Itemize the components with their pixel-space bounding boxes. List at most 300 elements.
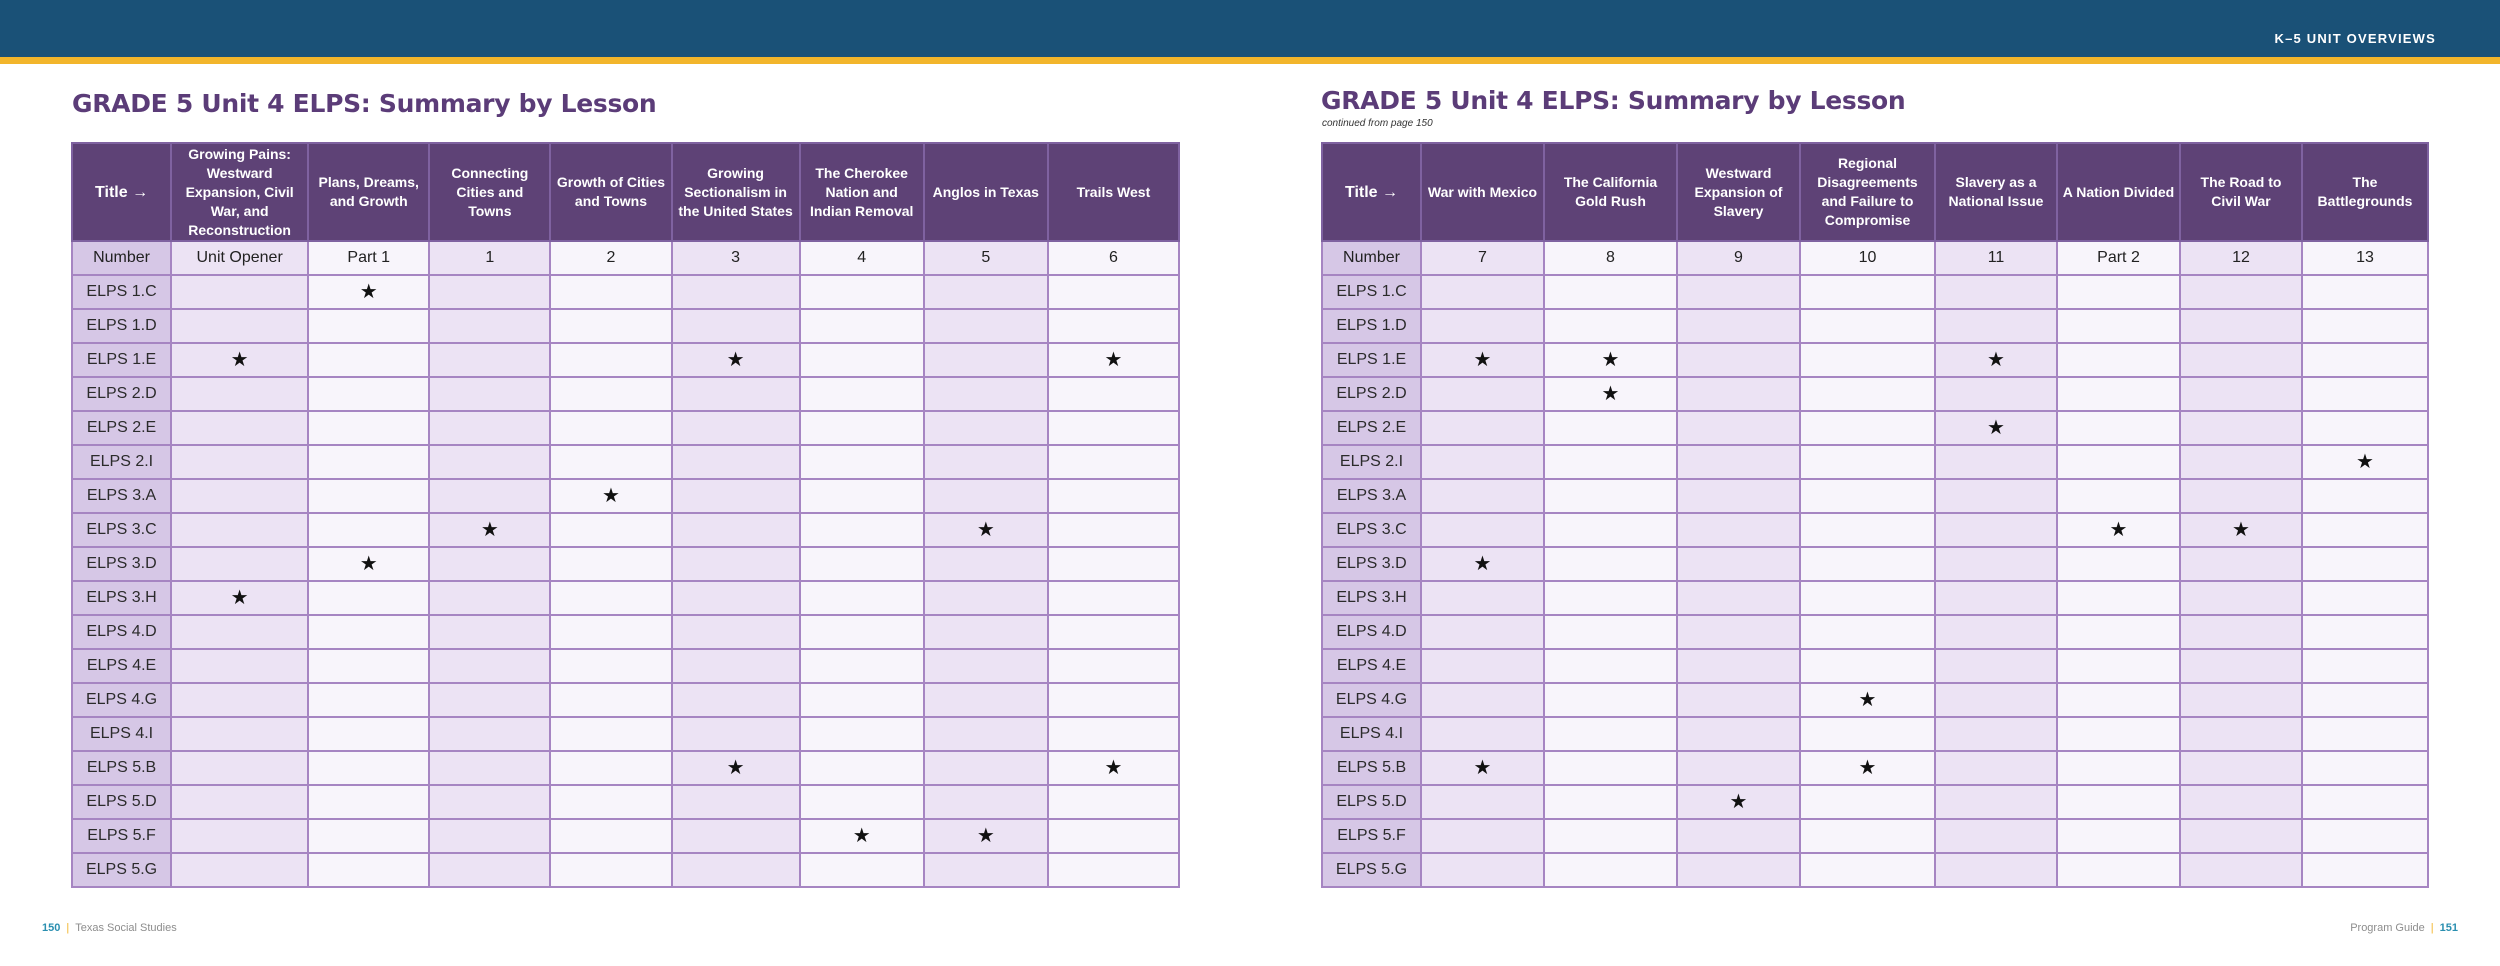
empty-cell bbox=[924, 445, 1048, 479]
lesson-number-cell: 4 bbox=[800, 241, 924, 275]
star-marker-cell: ★ bbox=[1421, 547, 1544, 581]
empty-cell bbox=[550, 717, 671, 751]
empty-cell bbox=[1421, 479, 1544, 513]
empty-cell bbox=[1677, 513, 1800, 547]
empty-cell bbox=[1800, 343, 1935, 377]
lesson-number-cell: 6 bbox=[1048, 241, 1179, 275]
empty-cell bbox=[1421, 717, 1544, 751]
elps-standard-label: ELPS 4.D bbox=[72, 615, 171, 649]
table-row bbox=[72, 717, 1179, 751]
empty-cell bbox=[2180, 615, 2302, 649]
empty-cell bbox=[1048, 547, 1179, 581]
empty-cell bbox=[672, 785, 800, 819]
lesson-number-cell: Part 1 bbox=[308, 241, 429, 275]
lesson-title-header: Anglos in Texas bbox=[924, 143, 1048, 241]
lesson-number-cell: 11 bbox=[1935, 241, 2057, 275]
right-summary-table bbox=[1321, 142, 2429, 888]
empty-cell bbox=[2302, 411, 2428, 445]
lesson-number-cell: 13 bbox=[2302, 241, 2428, 275]
empty-cell bbox=[800, 275, 924, 309]
empty-cell bbox=[672, 445, 800, 479]
empty-cell bbox=[1677, 445, 1800, 479]
empty-cell bbox=[2180, 411, 2302, 445]
empty-cell bbox=[1544, 513, 1677, 547]
empty-cell bbox=[1421, 309, 1544, 343]
elps-standard-label: ELPS 4.E bbox=[72, 649, 171, 683]
star-marker-cell: ★ bbox=[2180, 513, 2302, 547]
table-row bbox=[1322, 479, 2428, 513]
empty-cell bbox=[800, 683, 924, 717]
empty-cell bbox=[429, 785, 550, 819]
elps-standard-label: ELPS 1.E bbox=[1322, 343, 1421, 377]
empty-cell bbox=[672, 411, 800, 445]
footer-left bbox=[42, 922, 177, 934]
continued-note: continued from page 150 bbox=[1322, 118, 1433, 129]
star-marker-cell: ★ bbox=[1800, 683, 1935, 717]
empty-cell bbox=[924, 343, 1048, 377]
empty-cell bbox=[2057, 683, 2180, 717]
empty-cell bbox=[1800, 445, 1935, 479]
star-marker-cell: ★ bbox=[308, 275, 429, 309]
empty-cell bbox=[1048, 819, 1179, 853]
empty-cell bbox=[672, 683, 800, 717]
header-accent-stripe bbox=[0, 57, 2500, 64]
empty-cell bbox=[800, 377, 924, 411]
empty-cell bbox=[1935, 547, 2057, 581]
empty-cell bbox=[429, 683, 550, 717]
empty-cell bbox=[2057, 649, 2180, 683]
empty-cell bbox=[550, 513, 671, 547]
empty-cell bbox=[800, 853, 924, 887]
empty-cell bbox=[1800, 377, 1935, 411]
empty-cell bbox=[1544, 547, 1677, 581]
empty-cell bbox=[800, 581, 924, 615]
elps-standard-label: ELPS 1.E bbox=[72, 343, 171, 377]
empty-cell bbox=[1677, 819, 1800, 853]
table-header-row bbox=[1322, 143, 2428, 241]
empty-cell bbox=[1677, 547, 1800, 581]
empty-cell bbox=[2057, 479, 2180, 513]
star-marker-cell: ★ bbox=[1544, 377, 1677, 411]
empty-cell bbox=[1935, 445, 2057, 479]
star-marker-cell: ★ bbox=[1544, 343, 1677, 377]
empty-cell bbox=[1800, 785, 1935, 819]
empty-cell bbox=[1800, 853, 1935, 887]
empty-cell bbox=[308, 513, 429, 547]
table-row bbox=[72, 479, 1179, 513]
elps-standard-label: ELPS 2.E bbox=[72, 411, 171, 445]
empty-cell bbox=[1421, 581, 1544, 615]
empty-cell bbox=[1544, 411, 1677, 445]
empty-cell bbox=[2302, 683, 2428, 717]
empty-cell bbox=[1544, 649, 1677, 683]
empty-cell bbox=[308, 717, 429, 751]
empty-cell bbox=[1677, 649, 1800, 683]
empty-cell bbox=[308, 785, 429, 819]
empty-cell bbox=[1935, 853, 2057, 887]
empty-cell bbox=[1048, 445, 1179, 479]
empty-cell bbox=[1677, 751, 1800, 785]
table-row bbox=[72, 615, 1179, 649]
empty-cell bbox=[1800, 819, 1935, 853]
star-marker-cell: ★ bbox=[1421, 751, 1544, 785]
star-marker-cell: ★ bbox=[550, 479, 671, 513]
table-row bbox=[72, 683, 1179, 717]
empty-cell bbox=[1421, 445, 1544, 479]
elps-standard-label: ELPS 2.D bbox=[1322, 377, 1421, 411]
lesson-number-cell: 1 bbox=[429, 241, 550, 275]
empty-cell bbox=[1935, 751, 2057, 785]
empty-cell bbox=[1935, 377, 2057, 411]
empty-cell bbox=[672, 479, 800, 513]
elps-standard-label: ELPS 3.C bbox=[1322, 513, 1421, 547]
empty-cell bbox=[171, 411, 308, 445]
elps-standard-label: ELPS 1.D bbox=[72, 309, 171, 343]
empty-cell bbox=[924, 751, 1048, 785]
empty-cell bbox=[672, 309, 800, 343]
lesson-number-cell: 10 bbox=[1800, 241, 1935, 275]
empty-cell bbox=[171, 853, 308, 887]
elps-standard-label: ELPS 1.C bbox=[1322, 275, 1421, 309]
lesson-title-header: The California Gold Rush bbox=[1544, 143, 1677, 241]
page-number-right: 151 bbox=[2439, 922, 2458, 934]
empty-cell bbox=[1935, 649, 2057, 683]
empty-cell bbox=[924, 275, 1048, 309]
star-marker-cell: ★ bbox=[924, 513, 1048, 547]
empty-cell bbox=[2302, 547, 2428, 581]
empty-cell bbox=[1048, 649, 1179, 683]
empty-cell bbox=[1544, 615, 1677, 649]
empty-cell bbox=[800, 615, 924, 649]
star-marker-cell: ★ bbox=[924, 819, 1048, 853]
table-row bbox=[72, 513, 1179, 547]
empty-cell bbox=[308, 649, 429, 683]
empty-cell bbox=[550, 683, 671, 717]
title-header-cell: Title → bbox=[72, 143, 171, 241]
table-row bbox=[72, 343, 1179, 377]
empty-cell bbox=[924, 479, 1048, 513]
star-marker-cell: ★ bbox=[1677, 785, 1800, 819]
empty-cell bbox=[171, 717, 308, 751]
empty-cell bbox=[1935, 819, 2057, 853]
elps-standard-label: ELPS 3.C bbox=[72, 513, 171, 547]
empty-cell bbox=[1935, 309, 2057, 343]
empty-cell bbox=[1048, 411, 1179, 445]
empty-cell bbox=[1800, 581, 1935, 615]
empty-cell bbox=[800, 547, 924, 581]
table-row bbox=[1322, 581, 2428, 615]
empty-cell bbox=[308, 751, 429, 785]
left-page-title: GRADE 5 Unit 4 ELPS: Summary by Lesson bbox=[72, 89, 657, 118]
lesson-number-cell: 12 bbox=[2180, 241, 2302, 275]
empty-cell bbox=[2180, 581, 2302, 615]
empty-cell bbox=[1800, 479, 1935, 513]
empty-cell bbox=[800, 717, 924, 751]
empty-cell bbox=[2180, 547, 2302, 581]
empty-cell bbox=[308, 445, 429, 479]
elps-standard-label: ELPS 5.G bbox=[1322, 853, 1421, 887]
empty-cell bbox=[2180, 309, 2302, 343]
empty-cell bbox=[2302, 479, 2428, 513]
empty-cell bbox=[1048, 309, 1179, 343]
empty-cell bbox=[1677, 853, 1800, 887]
table-row bbox=[1322, 343, 2428, 377]
table-row bbox=[72, 785, 1179, 819]
empty-cell bbox=[1421, 853, 1544, 887]
empty-cell bbox=[1935, 717, 2057, 751]
table-row bbox=[1322, 513, 2428, 547]
empty-cell bbox=[2057, 377, 2180, 411]
empty-cell bbox=[550, 275, 671, 309]
empty-cell bbox=[2180, 751, 2302, 785]
empty-cell bbox=[672, 853, 800, 887]
empty-cell bbox=[550, 445, 671, 479]
table-row bbox=[1322, 751, 2428, 785]
empty-cell bbox=[1800, 275, 1935, 309]
table-row bbox=[1322, 309, 2428, 343]
empty-cell bbox=[2180, 649, 2302, 683]
elps-standard-label: ELPS 2.I bbox=[1322, 445, 1421, 479]
star-marker-cell: ★ bbox=[171, 581, 308, 615]
elps-standard-label: ELPS 4.D bbox=[1322, 615, 1421, 649]
star-marker-cell: ★ bbox=[672, 751, 800, 785]
elps-standard-label: ELPS 2.I bbox=[72, 445, 171, 479]
empty-cell bbox=[429, 479, 550, 513]
empty-cell bbox=[672, 819, 800, 853]
empty-cell bbox=[2057, 785, 2180, 819]
empty-cell bbox=[2180, 275, 2302, 309]
empty-cell bbox=[1544, 853, 1677, 887]
table-row bbox=[72, 547, 1179, 581]
star-marker-cell: ★ bbox=[672, 343, 800, 377]
table-row bbox=[72, 445, 1179, 479]
empty-cell bbox=[171, 445, 308, 479]
empty-cell bbox=[800, 445, 924, 479]
empty-cell bbox=[1800, 649, 1935, 683]
lesson-title-header: Growing Pains: Westward Expansion, Civil War, and Reconstruction bbox=[171, 143, 308, 241]
empty-cell bbox=[429, 615, 550, 649]
empty-cell bbox=[924, 683, 1048, 717]
table-row bbox=[72, 819, 1179, 853]
empty-cell bbox=[2180, 853, 2302, 887]
elps-standard-label: ELPS 5.G bbox=[72, 853, 171, 887]
table-row bbox=[1322, 649, 2428, 683]
empty-cell bbox=[1544, 683, 1677, 717]
empty-cell bbox=[2180, 479, 2302, 513]
elps-standard-label: ELPS 4.G bbox=[1322, 683, 1421, 717]
empty-cell bbox=[924, 853, 1048, 887]
empty-cell bbox=[1935, 513, 2057, 547]
table-row bbox=[1322, 785, 2428, 819]
empty-cell bbox=[1935, 581, 2057, 615]
empty-cell bbox=[2302, 377, 2428, 411]
empty-cell bbox=[429, 751, 550, 785]
elps-standard-label: ELPS 4.I bbox=[1322, 717, 1421, 751]
lesson-title-header: Westward Expansion of Slavery bbox=[1677, 143, 1800, 241]
empty-cell bbox=[1935, 275, 2057, 309]
empty-cell bbox=[924, 581, 1048, 615]
elps-standard-label: ELPS 4.I bbox=[72, 717, 171, 751]
empty-cell bbox=[1421, 785, 1544, 819]
empty-cell bbox=[550, 751, 671, 785]
empty-cell bbox=[429, 581, 550, 615]
empty-cell bbox=[429, 309, 550, 343]
star-marker-cell: ★ bbox=[429, 513, 550, 547]
empty-cell bbox=[308, 581, 429, 615]
empty-cell bbox=[924, 309, 1048, 343]
star-marker-cell: ★ bbox=[171, 343, 308, 377]
star-marker-cell: ★ bbox=[1048, 751, 1179, 785]
empty-cell bbox=[2180, 343, 2302, 377]
lesson-number-row bbox=[1322, 241, 2428, 275]
empty-cell bbox=[1048, 615, 1179, 649]
empty-cell bbox=[1048, 479, 1179, 513]
empty-cell bbox=[2057, 853, 2180, 887]
empty-cell bbox=[1677, 683, 1800, 717]
empty-cell bbox=[2302, 785, 2428, 819]
empty-cell bbox=[1544, 785, 1677, 819]
empty-cell bbox=[2180, 683, 2302, 717]
elps-standard-label: ELPS 5.B bbox=[1322, 751, 1421, 785]
table-row bbox=[72, 649, 1179, 683]
empty-cell bbox=[2302, 343, 2428, 377]
empty-cell bbox=[429, 547, 550, 581]
empty-cell bbox=[550, 649, 671, 683]
empty-cell bbox=[672, 513, 800, 547]
empty-cell bbox=[2057, 309, 2180, 343]
section-label: K–5 UNIT OVERVIEWS bbox=[2274, 31, 2436, 46]
elps-standard-label: ELPS 3.H bbox=[72, 581, 171, 615]
empty-cell bbox=[308, 309, 429, 343]
lesson-title-header: The Road to Civil War bbox=[2180, 143, 2302, 241]
empty-cell bbox=[171, 751, 308, 785]
empty-cell bbox=[800, 343, 924, 377]
empty-cell bbox=[2302, 615, 2428, 649]
empty-cell bbox=[550, 547, 671, 581]
empty-cell bbox=[550, 581, 671, 615]
lesson-number-row bbox=[72, 241, 1179, 275]
empty-cell bbox=[171, 819, 308, 853]
empty-cell bbox=[1677, 411, 1800, 445]
empty-cell bbox=[1677, 717, 1800, 751]
empty-cell bbox=[1544, 309, 1677, 343]
star-marker-cell: ★ bbox=[308, 547, 429, 581]
lesson-number-cell: Unit Opener bbox=[171, 241, 308, 275]
elps-standard-label: ELPS 3.A bbox=[72, 479, 171, 513]
empty-cell bbox=[429, 649, 550, 683]
empty-cell bbox=[429, 717, 550, 751]
empty-cell bbox=[1544, 717, 1677, 751]
empty-cell bbox=[924, 547, 1048, 581]
empty-cell bbox=[1544, 445, 1677, 479]
star-marker-cell: ★ bbox=[2057, 513, 2180, 547]
table-row bbox=[1322, 853, 2428, 887]
empty-cell bbox=[2057, 411, 2180, 445]
empty-cell bbox=[1048, 581, 1179, 615]
empty-cell bbox=[1800, 411, 1935, 445]
lesson-title-header: The Battlegrounds bbox=[2302, 143, 2428, 241]
right-page-title: GRADE 5 Unit 4 ELPS: Summary by Lesson bbox=[1321, 86, 1906, 115]
table-row bbox=[1322, 683, 2428, 717]
lesson-number-cell: Part 2 bbox=[2057, 241, 2180, 275]
number-row-label: Number bbox=[72, 241, 171, 275]
empty-cell bbox=[2057, 275, 2180, 309]
footer-right-text: Program Guide bbox=[2350, 922, 2425, 934]
empty-cell bbox=[924, 411, 1048, 445]
empty-cell bbox=[429, 819, 550, 853]
empty-cell bbox=[308, 683, 429, 717]
empty-cell bbox=[550, 615, 671, 649]
footer-right bbox=[2350, 922, 2458, 934]
empty-cell bbox=[1677, 275, 1800, 309]
empty-cell bbox=[2302, 751, 2428, 785]
footer-separator: | bbox=[66, 922, 70, 934]
elps-standard-label: ELPS 1.C bbox=[72, 275, 171, 309]
empty-cell bbox=[550, 819, 671, 853]
header-bar bbox=[0, 0, 2500, 57]
lesson-title-header: Trails West bbox=[1048, 143, 1179, 241]
lesson-title-header: A Nation Divided bbox=[2057, 143, 2180, 241]
empty-cell bbox=[1048, 513, 1179, 547]
empty-cell bbox=[2057, 581, 2180, 615]
empty-cell bbox=[1935, 615, 2057, 649]
lesson-title-header: Plans, Dreams, and Growth bbox=[308, 143, 429, 241]
table-row bbox=[72, 751, 1179, 785]
star-marker-cell: ★ bbox=[1935, 343, 2057, 377]
empty-cell bbox=[2302, 275, 2428, 309]
empty-cell bbox=[672, 717, 800, 751]
empty-cell bbox=[2180, 445, 2302, 479]
empty-cell bbox=[1421, 819, 1544, 853]
empty-cell bbox=[1935, 683, 2057, 717]
table-row bbox=[72, 309, 1179, 343]
empty-cell bbox=[1677, 615, 1800, 649]
empty-cell bbox=[171, 275, 308, 309]
elps-standard-label: ELPS 3.H bbox=[1322, 581, 1421, 615]
empty-cell bbox=[1677, 581, 1800, 615]
lesson-title-header: Growth of Cities and Towns bbox=[550, 143, 671, 241]
table-row bbox=[1322, 275, 2428, 309]
empty-cell bbox=[171, 683, 308, 717]
empty-cell bbox=[1048, 683, 1179, 717]
empty-cell bbox=[924, 377, 1048, 411]
empty-cell bbox=[2057, 343, 2180, 377]
empty-cell bbox=[2180, 717, 2302, 751]
empty-cell bbox=[2180, 377, 2302, 411]
empty-cell bbox=[1048, 377, 1179, 411]
table-row bbox=[1322, 445, 2428, 479]
table-row bbox=[72, 411, 1179, 445]
elps-standard-label: ELPS 1.D bbox=[1322, 309, 1421, 343]
empty-cell bbox=[1800, 615, 1935, 649]
lesson-title-header: Connecting Cities and Towns bbox=[429, 143, 550, 241]
title-header-cell: Title → bbox=[1322, 143, 1421, 241]
empty-cell bbox=[550, 785, 671, 819]
empty-cell bbox=[672, 275, 800, 309]
empty-cell bbox=[308, 819, 429, 853]
empty-cell bbox=[429, 343, 550, 377]
empty-cell bbox=[2180, 819, 2302, 853]
table-row bbox=[1322, 819, 2428, 853]
empty-cell bbox=[2057, 615, 2180, 649]
empty-cell bbox=[1048, 275, 1179, 309]
empty-cell bbox=[171, 649, 308, 683]
empty-cell bbox=[550, 853, 671, 887]
table-row bbox=[72, 377, 1179, 411]
empty-cell bbox=[1544, 479, 1677, 513]
table-header-row bbox=[72, 143, 1179, 241]
star-marker-cell: ★ bbox=[1421, 343, 1544, 377]
